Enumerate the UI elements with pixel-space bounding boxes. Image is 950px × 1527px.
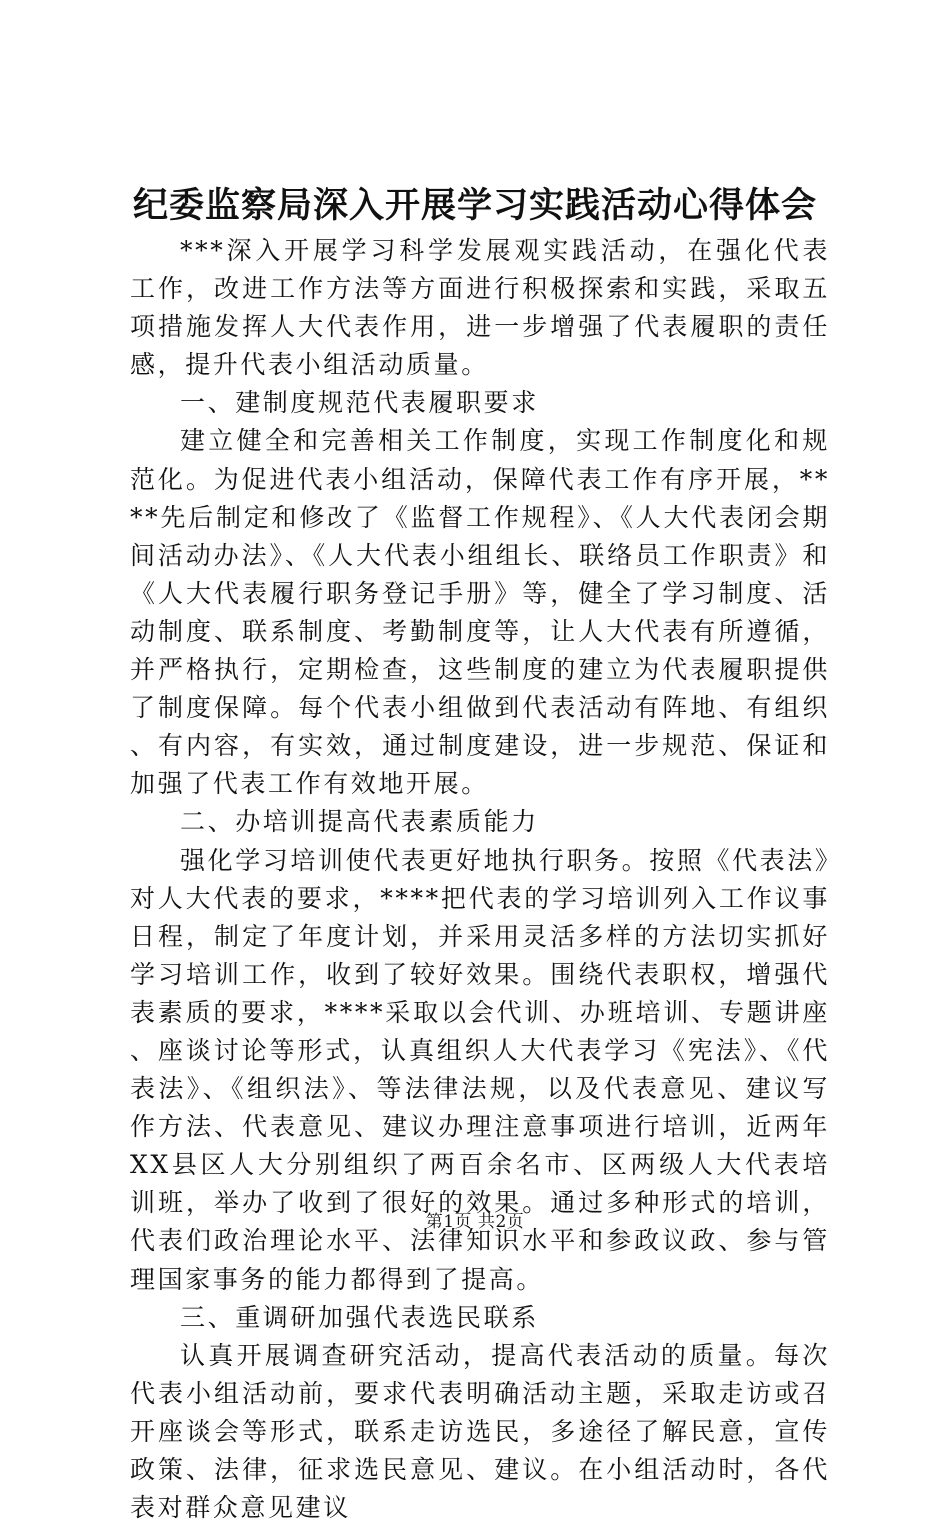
section-paragraph-3: 认真开展调查研究活动，提高代表活动的质量。每次代表小组活动前，要求代表明确活动主题，采取走访或召开座谈会等形式，联系走访选民，多途径了解民意，宣传政策、法律，征求选民意见、建议。在小组活动时，各代表对群众意见建议 xyxy=(130,1340,830,1523)
section-heading-2: 二、办培训提高代表素质能力 xyxy=(180,807,539,837)
section-heading-3: 三、重调研加强代表选民联系 xyxy=(180,1302,539,1332)
document-body xyxy=(130,232,830,1527)
section-heading-1: 一、建制度规范代表履职要求 xyxy=(180,388,539,418)
section-paragraph-1: 建立健全和完善相关工作制度，实现工作制度化和规范化。为促进代表小组活动，保障代表工作有序开展，****先后制定和修改了《监督工作规程》、《人大代表闭会期间活动办法》、《人大代表小组组长、联络员工作职责》和《人大代表履行职务登记手册》等，健全了学习制度、活动制度、联系制度、考勤制度等，让人大代表有所遵循，并严格执行，定期检查，这些制度的建立为代表履职提供了制度保障。每个代表小组做到代表活动有阵地、有组织、有内容，有实效，通过制度建设，进一步规范、保证和加强了代表工作有效地开展。 xyxy=(130,426,830,799)
page-number-footer: 第1页 共2页 xyxy=(425,1212,525,1232)
section-paragraph-2: 强化学习培训使代表更好地执行职务。按照《代表法》对人大代表的要求，****把代表的学习培训列入工作议事日程，制定了年度计划，并采用灵活多样的方法切实抓好学习培训工作，收到了较好效果。围绕代表职权，增强代表素质的要求，****采取以会代训、办班培训、专题讲座、座谈讨论等形式，认真组织人大代表学习《宪法》、《代表法》、《组织法》、等法律法规，以及代表意见、建议写作方法、代表意见、建议办理注意事项进行培训，近两年XX县区人大分别组织了两百余名市、区两级人大代表培训班，举办了收到了很好的效果。通过多种形式的培训，代表们政治理论水平、法律知识水平和参政议政、参与管理国家事务的能力都得到了提高。 xyxy=(130,845,830,1294)
intro-paragraph: ***深入开展学习科学发展观实践活动，在强化代表工作，改进工作方法等方面进行积极探索和实践，采取五项措施发挥人大代表作用，进一步增强了代表履职的责任感，提升代表小组活动质量。 xyxy=(130,236,830,380)
document-title: 纪委监察局深入开展学习实践活动心得体会 xyxy=(132,185,817,226)
